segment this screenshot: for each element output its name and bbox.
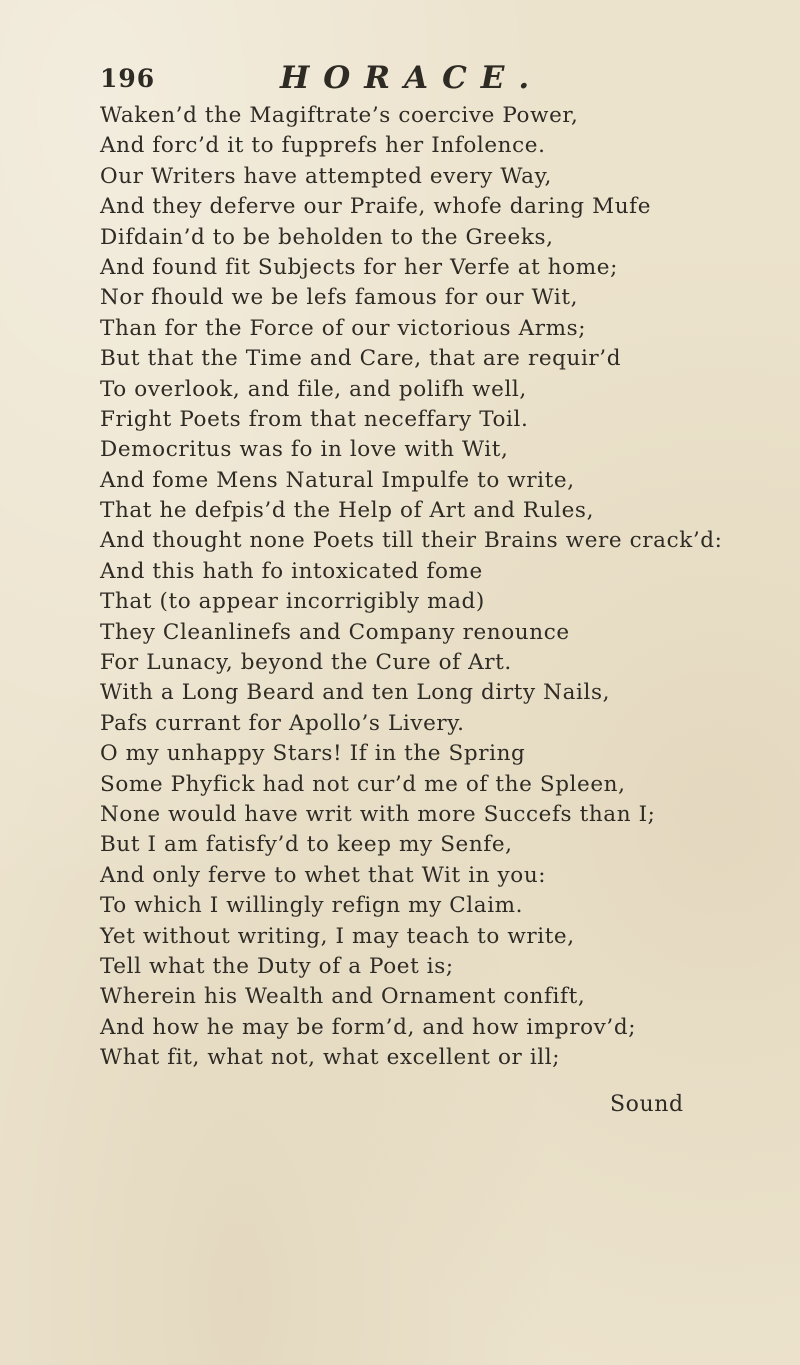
verse-line: Yet without writing, I may teach to write,: [100, 923, 575, 949]
verse-line: Than for the Force of our victorious Arms;: [100, 315, 587, 341]
verse-line: To overlook, and file, and polifh well,: [100, 376, 527, 402]
verse-line: But that the Time and Care, that are requir’d: [100, 346, 622, 372]
verse-line: To which I willingly refign my Claim.: [100, 893, 524, 919]
verse-line: Democritus was fo in love with Wit,: [100, 437, 509, 463]
verse-line: Pafs currant for Apollo’s Livery.: [100, 710, 465, 736]
verse-line: That he defpis’d the Help of Art and Rules,: [100, 498, 595, 524]
verse-line: None would have writ with more Succefs than I;: [100, 801, 656, 827]
verse-line: And fome Mens Natural Impulfe to write,: [100, 467, 575, 493]
page-number: 196: [100, 64, 156, 93]
verse-line: And thought none Poets till their Brains were crack’d:: [100, 528, 723, 554]
verse-line: Some Phyfick had not cur’d me of the Spleen,: [100, 771, 626, 797]
verse-line: Nor fhould we be lefs famous for our Wit,: [100, 285, 579, 311]
verse-line: Waken’d the Magiftrate’s coercive Power,: [100, 103, 579, 128]
verse-line: For Lunacy, beyond the Cure of Art.: [100, 650, 512, 676]
verse-line: And found fit Subjects for her Verfe at home;: [100, 254, 618, 280]
verse-line: What fit, what not, what excellent or ill;: [100, 1045, 561, 1071]
verse-line: Our Writers have attempted every Way,: [100, 163, 552, 189]
verse-line: And this hath fo intoxicated fome: [100, 558, 483, 584]
verse-line: And they deferve our Praife, whofe daring Mufe: [100, 194, 652, 220]
verse-line: And only ferve to whet that Wit in you:: [100, 862, 547, 888]
verse-line: That (to appear incorrigibly mad): [100, 589, 485, 615]
verse-text: [100, 101, 780, 1074]
page-header: [100, 60, 740, 104]
catchword: Sound: [610, 1092, 684, 1117]
verse-line: But I am fatisfy’d to keep my Senfe,: [100, 832, 513, 858]
verse-line: O my unhappy Stars! If in the Spring: [100, 741, 526, 767]
verse-line: Difdain’d to be beholden to the Greeks,: [100, 224, 554, 250]
verse-line: Fright Poets from that neceffary Toil.: [100, 406, 529, 432]
running-head: HORACE.: [280, 60, 544, 96]
verse-line: With a Long Beard and ten Long dirty Nails,: [100, 680, 611, 706]
verse-line: Tell what the Duty of a Poet is;: [100, 953, 454, 979]
verse-line: They Cleanlinefs and Company renounce: [100, 619, 570, 645]
verse-line: Wherein his Wealth and Ornament confift,: [100, 984, 586, 1010]
verse-line: And how he may be form’d, and how improv’d;: [100, 1014, 637, 1040]
verse-line: And forc’d it to fupprefs her Infolence.: [100, 133, 546, 159]
